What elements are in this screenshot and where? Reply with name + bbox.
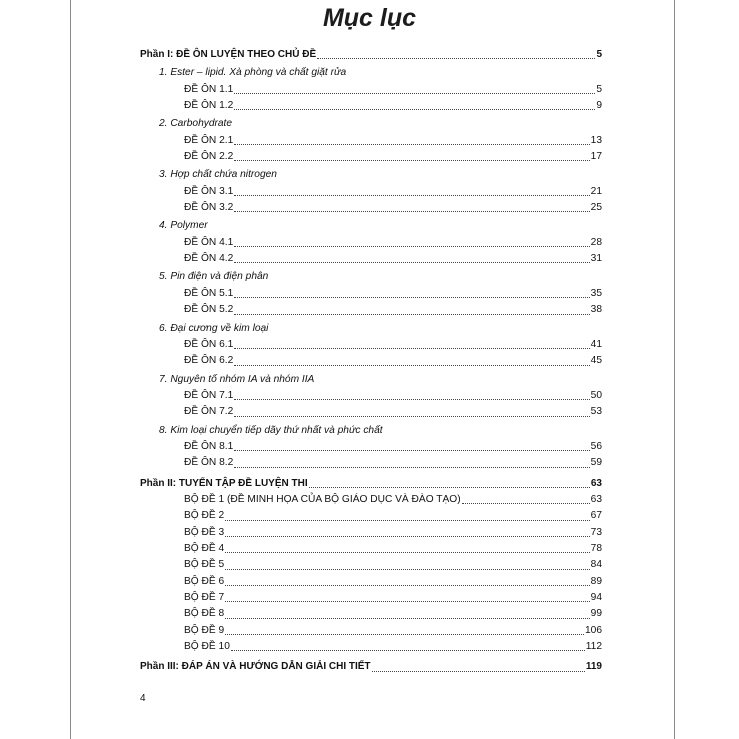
toc-page-number: 53	[590, 406, 602, 418]
toc-item[interactable]	[140, 251, 602, 267]
toc-item[interactable]	[140, 353, 602, 369]
dot-leader	[234, 92, 595, 94]
toc-item[interactable]	[140, 492, 602, 508]
toc-part-label: Phần III: ĐÁP ÁN VÀ HƯỚNG DẪN GIẢI CHI TIẾT	[140, 661, 371, 673]
toc-page-number: 5	[596, 83, 602, 95]
toc-item[interactable]	[140, 557, 602, 573]
toc-item[interactable]	[140, 149, 602, 165]
dot-leader	[234, 108, 595, 110]
toc-item[interactable]	[140, 286, 602, 302]
toc-chapter-8[interactable]	[140, 423, 602, 439]
toc-page-number: 106	[585, 624, 602, 636]
toc-item[interactable]	[140, 404, 602, 420]
toc-part-3[interactable]	[140, 659, 602, 675]
dot-leader	[231, 649, 585, 651]
toc-item-label: ĐỀ ÔN 4.2	[184, 253, 234, 265]
toc-chapter-label: 7. Nguyên tố nhóm IA và nhóm IIA	[159, 373, 315, 385]
toc-item-label: BỘ ĐỀ 8	[184, 608, 225, 620]
toc-page-number: 31	[590, 253, 602, 265]
toc-chapter-label: 1. Ester – lipid. Xà phòng và chất giặt rửa	[159, 67, 347, 79]
toc-chapter-label: 4. Polymer	[159, 220, 208, 232]
dot-leader	[225, 551, 589, 553]
dot-leader	[225, 600, 589, 602]
page-number: 4	[140, 693, 146, 704]
dot-leader	[462, 502, 590, 504]
toc-page-number: 41	[590, 338, 602, 350]
dot-leader	[234, 347, 589, 349]
toc-item-label: ĐỀ ÔN 6.1	[184, 338, 234, 350]
toc-chapter-6[interactable]	[140, 321, 602, 337]
toc-chapter-5[interactable]	[140, 269, 602, 285]
toc-item-label: BỘ ĐỀ 5	[184, 559, 225, 571]
toc-chapter-label: 6. Đại cương về kim loại	[159, 322, 269, 334]
toc-item[interactable]	[140, 439, 602, 455]
toc-item-label: BỘ ĐỀ 1 (ĐỀ MINH HỌA CỦA BỘ GIÁO DỤC VÀ ĐÀO TẠO)	[184, 493, 461, 505]
toc-part-label: Phần I: ĐỀ ÔN LUYỆN THEO CHỦ ĐỀ	[140, 49, 317, 60]
toc-item[interactable]	[140, 82, 602, 98]
toc-page-number: 35	[590, 287, 602, 299]
toc-item-label: ĐỀ ÔN 7.1	[184, 389, 234, 401]
dot-leader	[234, 296, 589, 298]
toc-item[interactable]	[140, 455, 602, 471]
toc-page-number: 94	[590, 592, 602, 603]
toc-item[interactable]	[140, 337, 602, 353]
toc-page-number: 45	[590, 355, 602, 367]
toc-page-number: 9	[596, 100, 602, 112]
dot-leader	[234, 194, 589, 196]
dot-leader	[317, 57, 595, 59]
toc-page-number: 13	[590, 134, 602, 146]
toc-page-number: 21	[590, 185, 602, 197]
toc-item[interactable]	[140, 525, 602, 541]
toc-page-number: 50	[590, 389, 602, 401]
toc-item-label: BỘ ĐỀ 2	[184, 510, 225, 522]
toc-item[interactable]	[140, 590, 602, 606]
toc-item[interactable]	[140, 639, 602, 655]
dot-leader	[234, 415, 589, 417]
toc-item-label: ĐỀ ÔN 3.2	[184, 202, 234, 214]
toc-chapter-label: 3. Hợp chất chứa nitrogen	[159, 169, 277, 181]
toc-page-number: 38	[590, 304, 602, 316]
dot-leader	[234, 159, 589, 161]
dot-leader	[234, 210, 589, 212]
toc-item-label: ĐỀ ÔN 3.1	[184, 185, 234, 197]
toc-item-label: ĐỀ ÔN 6.2	[184, 355, 234, 367]
toc-item[interactable]	[140, 508, 602, 524]
toc-page-number: 67	[590, 510, 602, 522]
toc-page-number: 25	[590, 202, 602, 214]
dot-leader	[225, 633, 584, 635]
toc-page-number: 119	[585, 661, 602, 673]
toc-item[interactable]	[140, 98, 602, 114]
dot-leader	[234, 466, 589, 468]
dot-leader	[309, 486, 590, 488]
toc-item-label: ĐỀ ÔN 5.1	[184, 287, 234, 299]
toc-part-1[interactable]	[140, 47, 602, 63]
dot-leader	[225, 519, 589, 521]
dot-leader	[234, 398, 589, 400]
toc-item-label: BỘ ĐỀ 7	[184, 592, 225, 603]
toc-page-number: 63	[590, 477, 602, 489]
toc-chapter-2[interactable]	[140, 116, 602, 132]
toc-item-label: BỘ ĐỀ 6	[184, 575, 225, 587]
toc-item[interactable]	[140, 574, 602, 590]
toc-chapter-3[interactable]	[140, 167, 602, 183]
toc-item-label: BỘ ĐỀ 9	[184, 624, 225, 636]
toc-item[interactable]	[140, 133, 602, 149]
toc-item-label: ĐỀ ÔN 8.2	[184, 457, 234, 469]
toc-page-number: 28	[590, 236, 602, 248]
toc-page-number: 59	[590, 457, 602, 469]
toc-item[interactable]	[140, 606, 602, 622]
toc-item-label: ĐỀ ÔN 8.1	[184, 440, 234, 452]
toc-item[interactable]	[140, 302, 602, 318]
toc-item[interactable]	[140, 541, 602, 557]
toc-page-number: 63	[590, 493, 602, 505]
page-title: Mục lục	[322, 4, 417, 32]
toc-item[interactable]	[140, 623, 602, 639]
dot-leader	[234, 364, 589, 366]
toc-page-number: 5	[596, 49, 602, 60]
toc-item[interactable]	[140, 200, 602, 216]
toc-item-label: ĐỀ ÔN 2.1	[184, 134, 234, 146]
toc-chapter-label: 8. Kim loại chuyển tiếp dãy thứ nhất và phức chất	[159, 424, 383, 436]
toc-item-label: BỘ ĐỀ 3	[184, 526, 225, 538]
toc-item[interactable]	[140, 184, 602, 200]
toc-part-2[interactable]	[140, 476, 602, 492]
dot-leader	[234, 261, 589, 263]
toc-item-label: ĐỀ ÔN 1.1	[184, 83, 234, 95]
toc-page-number: 112	[585, 641, 602, 653]
toc-chapter-label: 5. Pin điện và điện phân	[159, 271, 269, 283]
toc-page-number: 84	[590, 559, 602, 571]
toc-part-label: Phần II: TUYỂN TẬP ĐỀ LUYỆN THI	[140, 477, 308, 489]
toc-item-label: ĐỀ ÔN 7.2	[184, 406, 234, 418]
toc-chapter-7[interactable]	[140, 372, 602, 388]
dot-leader	[225, 535, 589, 537]
toc-item[interactable]	[140, 235, 602, 251]
dot-leader	[234, 245, 589, 247]
toc-page-number: 17	[590, 151, 602, 163]
toc-item-label: ĐỀ ÔN 2.2	[184, 151, 234, 163]
toc-page-number: 89	[590, 575, 602, 587]
toc-item[interactable]	[140, 388, 602, 404]
toc-page-number: 99	[590, 608, 602, 620]
toc-page-number: 78	[590, 542, 602, 554]
dot-leader	[225, 617, 589, 619]
dot-leader	[234, 449, 589, 451]
table-of-contents	[140, 47, 602, 676]
toc-page-number: 73	[590, 526, 602, 538]
toc-item-label: ĐỀ ÔN 5.2	[184, 304, 234, 316]
toc-page-number: 56	[590, 440, 602, 452]
toc-chapter-4[interactable]	[140, 218, 602, 234]
dot-leader	[225, 568, 589, 570]
toc-item-label: ĐỀ ÔN 1.2	[184, 100, 234, 112]
dot-leader	[234, 313, 589, 315]
dot-leader	[225, 584, 589, 586]
toc-item-label: BỘ ĐỀ 4	[184, 542, 225, 554]
dot-leader	[234, 143, 589, 145]
toc-chapter-label: 2. Carbohydrate	[159, 118, 233, 130]
dot-leader	[372, 670, 585, 672]
toc-item-label: BỘ ĐỀ 10	[184, 641, 230, 653]
toc-chapter-1[interactable]	[140, 65, 602, 81]
toc-item-label: ĐỀ ÔN 4.1	[184, 236, 234, 248]
